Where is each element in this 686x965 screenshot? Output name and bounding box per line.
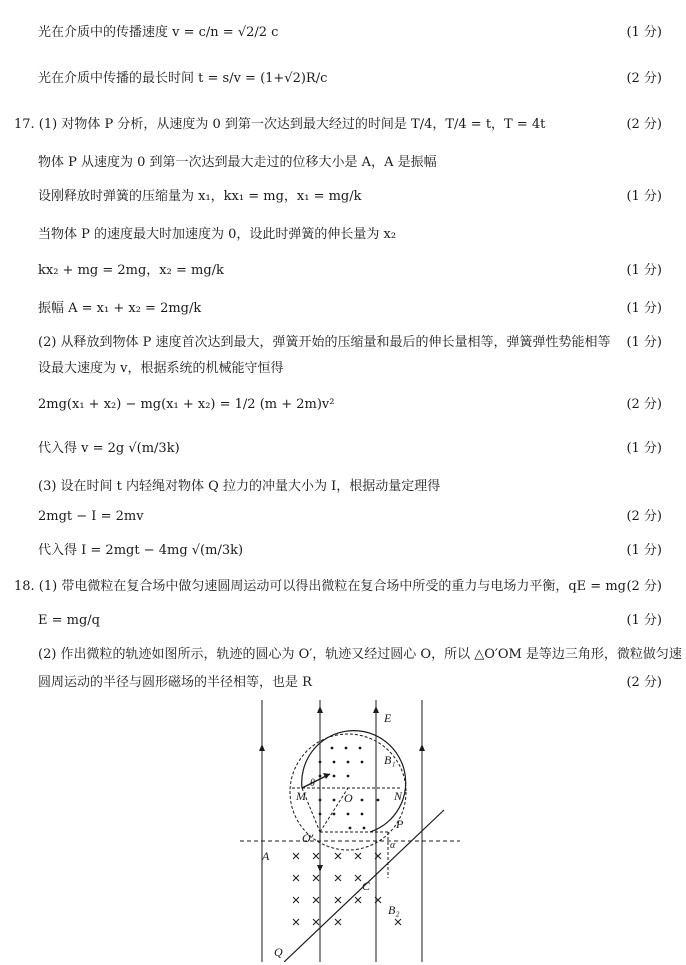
- score-badge: (2 分): [626, 675, 662, 690]
- velocity-arrow-icon: [323, 773, 330, 779]
- particle-trajectory: [302, 731, 406, 832]
- score-badge: (1 分): [626, 263, 662, 278]
- label-c: C: [362, 879, 371, 893]
- line-text: 17. (1) 对物体 P 分析，从速度为 0 到第一次达到最大经过的时间是 T/4，T/4 = t，T = 4t: [14, 117, 546, 132]
- text-line: [38, 360, 662, 378]
- score-badge: (1 分): [626, 441, 662, 456]
- score-badge: (2 分): [626, 397, 662, 412]
- line-text: (2) 从释放到物体 P 速度首次达到最大，弹簧开始的压缩量和最后的伸长量相等，弹簧弹性势能相等: [38, 335, 611, 350]
- line-text: (2) 作出微粒的轨迹如图所示，轨迹的圆心为 O′，轨迹又经过圆心 O，所以 △O′OM 是等边三角形，微粒做匀速: [38, 647, 682, 662]
- text-line: [38, 542, 662, 560]
- physics-field-diagram: [240, 700, 460, 962]
- score-badge: (1 分): [626, 543, 662, 558]
- text-line: [38, 478, 662, 496]
- arrow-up-icon: [419, 744, 425, 751]
- line-text: 物体 P 从速度为 0 到第一次达到最大走过的位移大小是 A，A 是振幅: [38, 155, 437, 170]
- line-text: 光在介质中的传播速度 v = c/n = √2/2 c: [38, 25, 279, 40]
- line-text: 设刚释放时弹簧的压缩量为 x₁，kx₁ = mg，x₁ = mg/k: [38, 189, 362, 204]
- score-badge: (1 分): [626, 301, 662, 316]
- text-line: [38, 646, 682, 664]
- score-badge: (2 分): [626, 71, 662, 86]
- text-line: [38, 70, 662, 88]
- question-18-line: [14, 578, 662, 596]
- label-b1: B₁: [384, 753, 396, 767]
- arrow-up-icon: [373, 706, 379, 713]
- line-text: 18. (1) 带电微粒在复合场中做匀速圆周运动可以得出微粒在复合场中所受的重力与电场力平衡，qE = mg: [14, 579, 626, 594]
- label-b2: B₂: [388, 903, 400, 917]
- label-o: O: [344, 791, 353, 805]
- label-m: M: [296, 789, 306, 803]
- text-line: [38, 226, 662, 244]
- question-17-line: [14, 116, 662, 134]
- text-line: [38, 612, 662, 630]
- arrow-up-icon: [259, 744, 265, 751]
- text-line: [38, 154, 662, 172]
- score-badge: (1 分): [626, 25, 662, 40]
- line-text: 2mg(x₁ + x₂) − mg(x₁ + x₂) = 1/2 (m + 2m)v²: [38, 397, 335, 412]
- score-badge: (1 分): [626, 335, 662, 350]
- label-n: N: [394, 789, 403, 803]
- score-badge: (2 分): [626, 117, 662, 132]
- label-e: E: [384, 711, 392, 725]
- line-text: 圆周运动的半径与圆形磁场的半径相等，也是 R: [38, 675, 312, 690]
- text-line: [38, 508, 662, 526]
- score-badge: (1 分): [626, 189, 662, 204]
- arrow-down-icon: [317, 865, 323, 872]
- line-text: 当物体 P 的速度最大时加速度为 0，设此时弹簧的伸长量为 x₂: [38, 227, 397, 242]
- text-line: [38, 440, 662, 458]
- text-line: [38, 674, 662, 692]
- b2-crosses: [293, 853, 401, 925]
- score-badge: (2 分): [626, 579, 662, 594]
- line-text: E = mg/q: [38, 613, 100, 628]
- line-text: 代入得 v = 2g √(m/3k): [38, 441, 180, 456]
- label-alpha: α: [390, 840, 396, 851]
- text-line: [38, 334, 662, 352]
- line-text: 代入得 I = 2mgt − 4mg √(m/3k): [38, 543, 244, 558]
- label-a: A: [262, 849, 270, 863]
- score-badge: (2 分): [626, 509, 662, 524]
- line-text: 光在介质中传播的最长时间 t = s/v = (1+√2)R/c: [38, 71, 328, 86]
- text-line: [38, 188, 662, 206]
- score-badge: (1 分): [626, 613, 662, 628]
- label-theta: θ: [310, 778, 315, 789]
- text-line: [38, 396, 662, 414]
- label-q: Q: [274, 945, 283, 959]
- label-p: P: [396, 817, 404, 831]
- line-text: 振幅 A = x₁ + x₂ = 2mg/k: [38, 301, 202, 316]
- line-text: kx₂ + mg = 2mg，x₂ = mg/k: [38, 263, 224, 278]
- line-text: (3) 设在时间 t 内轻绳对物体 Q 拉力的冲量大小为 I，根据动量定理得: [38, 479, 441, 494]
- text-line: [38, 24, 662, 42]
- text-line: [38, 300, 662, 318]
- arrow-up-icon: [317, 706, 323, 713]
- text-line: [38, 262, 662, 280]
- label-o-prime: O′: [302, 831, 314, 845]
- line-text: 设最大速度为 v，根据系统的机械能守恒得: [38, 361, 284, 376]
- line-text: 2mgt − I = 2mv: [38, 509, 144, 524]
